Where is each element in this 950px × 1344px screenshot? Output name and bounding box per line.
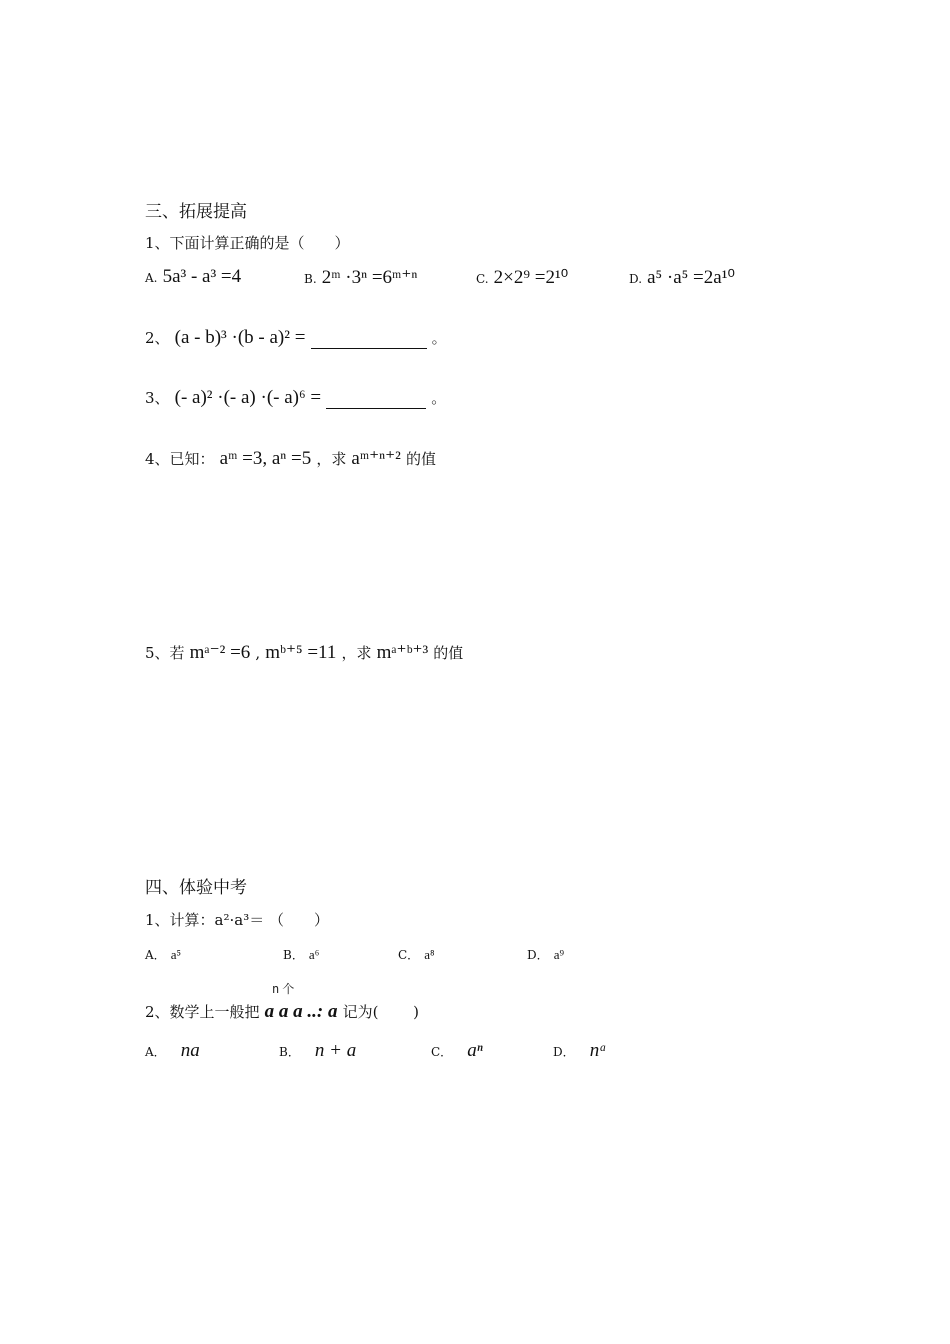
- s4-q1-option-d: [527, 944, 564, 963]
- ask-text: ，求: [316, 450, 347, 468]
- option-label: D.: [629, 272, 643, 286]
- option-label: A.: [145, 271, 158, 285]
- s3-q1-option-d: [629, 266, 735, 289]
- question-expression: (- a)² ·(- a) ·(- a)⁶ =: [174, 387, 322, 408]
- option-expression: 2×2⁹ =2¹⁰: [493, 267, 569, 288]
- option-label: C．: [398, 948, 420, 962]
- section-4-title: 四、体验中考: [145, 878, 247, 898]
- n-count-brace-label: n个: [272, 982, 298, 996]
- option-label: A．: [145, 948, 166, 962]
- target-expression: mᵃ⁺ᵇ⁺³: [376, 642, 429, 663]
- option-expression: a⁸: [424, 947, 435, 962]
- question-number: 5、若: [145, 644, 185, 662]
- option-label: C.: [476, 272, 489, 286]
- question-prefix: 2、数学上一般把: [145, 1003, 260, 1021]
- condition-expression: aᵐ =3, aⁿ =5: [219, 448, 312, 469]
- option-expression: n + a: [314, 1040, 357, 1061]
- question-end: 。: [431, 329, 447, 347]
- s3-question-3: [145, 387, 446, 409]
- question-end: 。: [431, 389, 447, 407]
- s4-q1-option-a: [145, 944, 181, 963]
- option-label: B．: [283, 948, 304, 962]
- condition-expression-1: mᵃ⁻² =6: [189, 642, 251, 663]
- option-label: B．: [279, 1045, 300, 1059]
- option-expression: na: [180, 1040, 200, 1061]
- option-expression: 2ᵐ ·3ⁿ =6ᵐ⁺ⁿ: [321, 267, 418, 288]
- option-expression: 5a³ - a³ =4: [162, 266, 242, 287]
- question-number: 3、: [145, 389, 170, 407]
- option-label: B.: [304, 272, 317, 286]
- tail-text: 的值: [433, 644, 464, 662]
- s4-q2-option-b: [279, 1040, 356, 1062]
- s4-q2-option-d: [553, 1040, 607, 1062]
- tail-text: 的值: [405, 450, 436, 468]
- s4-question-2: [145, 1001, 419, 1023]
- option-expression: nᵃ: [589, 1040, 607, 1061]
- s3-q1-option-b: [304, 266, 417, 289]
- option-expression: aⁿ: [467, 1040, 483, 1061]
- answer-blank[interactable]: [311, 330, 427, 349]
- s4-q1-option-c: [398, 944, 435, 963]
- s3-q1-option-a: [145, 266, 241, 288]
- option-label: C．: [431, 1045, 453, 1059]
- answer-blank[interactable]: [326, 390, 426, 409]
- s3-question-4: [145, 447, 436, 470]
- s4-q1-option-b: [283, 944, 319, 963]
- question-expression: (a - b)³ ·(b - a)² =: [174, 327, 306, 348]
- option-expression: a⁵: [170, 947, 182, 962]
- s3-question-5: [145, 641, 463, 664]
- question-number: 4、已知：: [145, 450, 215, 468]
- option-expression: a⁹: [553, 947, 565, 962]
- section-3-title: 三、拓展提高: [145, 202, 247, 222]
- target-expression: aᵐ⁺ⁿ⁺²: [351, 448, 401, 469]
- s3-question-2: [145, 327, 447, 349]
- option-label: A．: [145, 1045, 166, 1059]
- s3-question-1: 1、下面计算正确的是（ ）: [145, 234, 350, 252]
- option-expression: a⁵ ·a⁵ =2a¹⁰: [647, 267, 736, 288]
- question-number: 2、: [145, 329, 170, 347]
- s4-q2-option-a: [145, 1040, 200, 1062]
- repeated-product-expression: a a a ..: a: [264, 1001, 338, 1022]
- option-expression: a⁶: [308, 947, 320, 962]
- question-suffix: 记为( ): [342, 1003, 420, 1021]
- ask-text: ，求: [341, 644, 372, 662]
- s4-question-1: 1、计算：a²·a³＝ （ ）: [145, 911, 329, 929]
- option-label: D．: [553, 1045, 575, 1059]
- s3-q1-option-c: [476, 266, 568, 289]
- option-label: D．: [527, 948, 549, 962]
- condition-expression-2: mᵇ⁺⁵ =11: [265, 642, 337, 663]
- separator: ,: [255, 644, 261, 662]
- s4-q2-option-c: [431, 1040, 483, 1062]
